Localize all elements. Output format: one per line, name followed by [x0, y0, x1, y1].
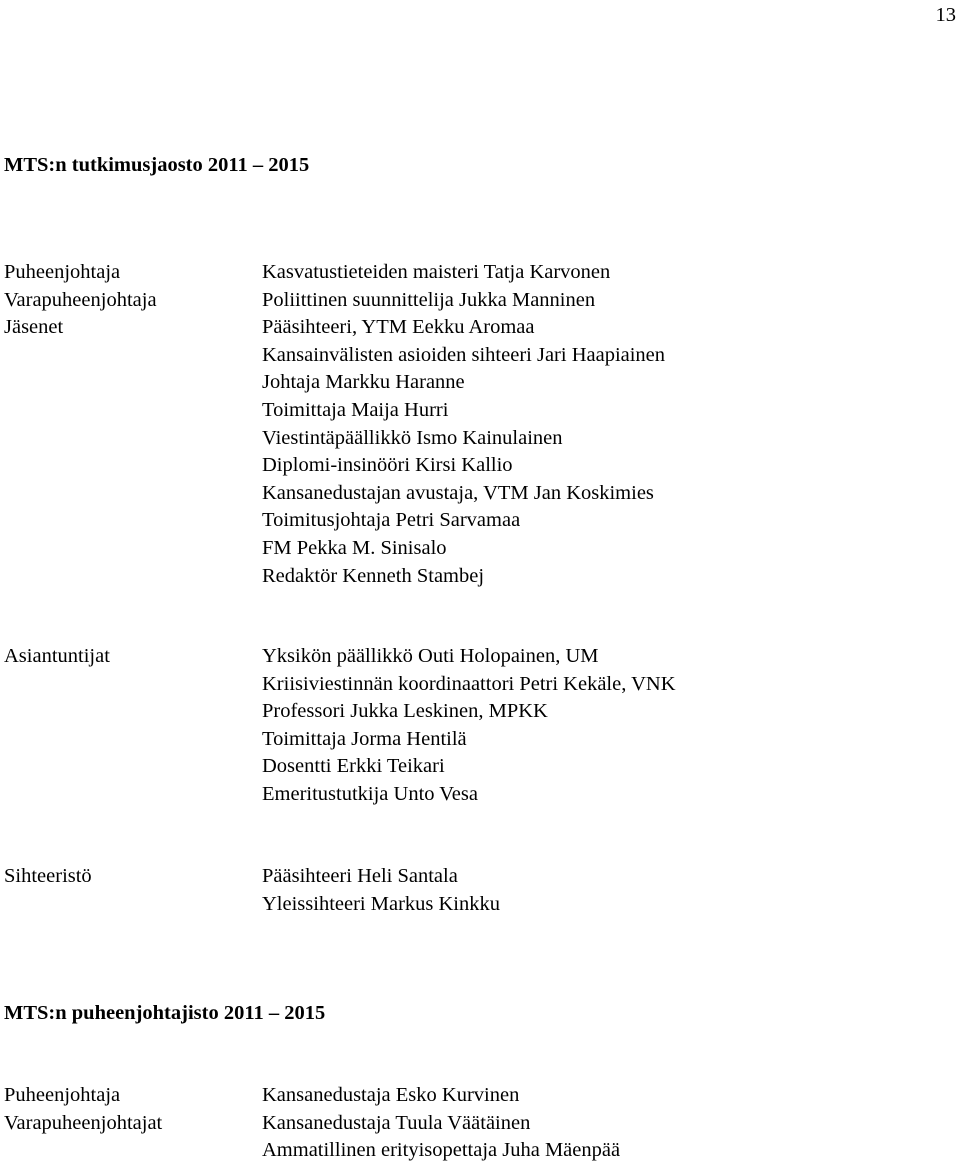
member-name: Toimitusjohtaja Petri Sarvamaa [262, 509, 521, 532]
member-name: FM Pekka M. Sinisalo [262, 536, 447, 559]
member-name: Pääsihteeri, YTM Eekku Aromaa [262, 316, 535, 339]
expert-name: Professori Jukka Leskinen, MPKK [262, 700, 548, 723]
member-name: Diplomi-insinööri Kirsi Kallio [262, 454, 513, 477]
experts-block [4, 643, 960, 809]
members-block [4, 259, 960, 590]
role-secretariat-label: Sihteeristö [4, 865, 92, 887]
member-name: Toimittaja Maija Hurri [262, 398, 449, 421]
member-name: Kansanedustajan avustaja, VTM Jan Koskimies [262, 481, 654, 504]
expert-name: Kriisiviestinnän koordinaattori Petri Kekäle, VNK [262, 672, 676, 695]
presidium-chair-label: Puheenjohtaja [4, 1084, 121, 1106]
role-chair-label: Puheenjohtaja [4, 261, 121, 283]
member-name: Johtaja Markku Haranne [262, 371, 465, 394]
role-members-label: Jäsenet [4, 316, 64, 339]
page-number: 13 [935, 4, 956, 26]
role-experts-label: Asiantuntijat [4, 645, 110, 667]
members-people-column [262, 259, 960, 590]
secretariat-block [4, 863, 960, 918]
secretariat-name: Yleissihteeri Markus Kinkku [262, 892, 500, 915]
secretariat-people-column [262, 863, 960, 918]
secretariat-name: Pääsihteeri Heli Santala [262, 865, 458, 887]
member-name: Poliittinen suunnittelija Jukka Manninen [262, 288, 596, 311]
presidium-person-name: Kansanedustaja Tuula Väätäinen [262, 1111, 531, 1134]
expert-name: Dosentti Erkki Teikari [262, 755, 445, 778]
presidium-vice-chairs-label: Varapuheenjohtajat [4, 1111, 163, 1134]
presidium-roles-column [4, 1082, 262, 1165]
presidium-people-column [262, 1082, 960, 1165]
presidium-person-name: Kansanedustaja Esko Kurvinen [262, 1084, 520, 1106]
experts-people-column [262, 643, 960, 809]
role-vice-chair-label: Varapuheenjohtaja [4, 288, 157, 311]
members-roles-column [4, 259, 262, 590]
experts-roles-column [4, 643, 262, 809]
member-name: Redaktör Kenneth Stambej [262, 564, 485, 587]
expert-name: Yksikön päällikkö Outi Holopainen, UM [262, 645, 599, 667]
member-name: Kansainvälisten asioiden sihteeri Jari Haapiainen [262, 343, 666, 366]
presidium-person-name: Ammatillinen erityisopettaja Juha Mäenpää [262, 1139, 621, 1162]
member-name: Kasvatustieteiden maisteri Tatja Karvonen [262, 261, 611, 283]
presidium-block [4, 1082, 960, 1165]
member-name: Viestintäpäällikkö Ismo Kainulainen [262, 426, 563, 449]
secretariat-roles-column [4, 863, 262, 918]
research-section-heading: MTS:n tutkimusjaosto 2011 – 2015 [4, 154, 310, 176]
expert-name: Toimittaja Jorma Hentilä [262, 727, 467, 750]
expert-name: Emeritustutkija Unto Vesa [262, 782, 478, 805]
presidium-section-heading: MTS:n puheenjohtajisto 2011 – 2015 [4, 1002, 326, 1024]
